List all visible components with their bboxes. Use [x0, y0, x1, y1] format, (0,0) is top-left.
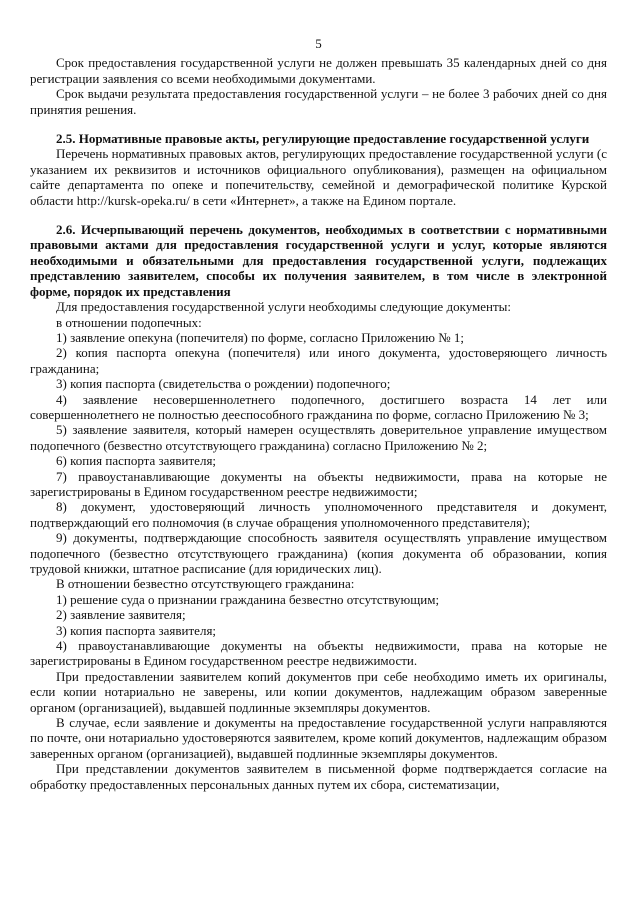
paragraph-mail: В случае, если заявление и документы на предоставление государственной услуги направляются по почте, они нотариально удостоверяются заявителем, кроме копий документов, надлежащим образом заверенных органом (организацией), выдавшей подлинные экземпляры документов.: [30, 715, 607, 761]
paragraph-result-deadline: Срок выдачи результата предоставления государственной услуги – не более 3 рабочих дней со дня принятия решения.: [30, 86, 607, 117]
section-heading-2-5: 2.5. Нормативные правовые акты, регулирующие предоставление государственной услуги: [56, 131, 590, 147]
list-item: 3) копия паспорта заявителя;: [56, 622, 217, 638]
list-item: 6) копия паспорта заявителя;: [56, 453, 217, 469]
list-item: 4) правоустанавливающие документы на объекты недвижимости, права на которые не зарегистрированы в Едином государственном реестре недвижимости.: [30, 638, 607, 669]
paragraph-legal-acts: Перечень нормативных правовых актов, регулирующих предоставление государственной услуги (с указанием их реквизитов и источников официального опубликования), размещен на официальном сайте департамента по опеке и попечительству, семейной и демографической политике Курской области http://kursk-opeka.ru/ в сети «Интернет», а также на Едином портале.: [30, 146, 607, 208]
list-item: 1) заявление опекуна (попечителя) по форме, согласно Приложению № 1;: [56, 329, 464, 345]
list-header-wards: в отношении подопечных:: [56, 314, 202, 330]
list-item: 2) заявление заявителя;: [56, 607, 186, 623]
list-item: 4) заявление несовершеннолетнего подопечного, достигшего возраста 14 лет или совершеннолетнего не полностью дееспособного гражданина по форме, согласно Приложению № 3;: [30, 391, 607, 422]
paragraph-copies: При предоставлении заявителем копий документов при себе необходимо иметь их оригиналы, если копии нотариально не заверены, или копии документов, надлежащим образом заверенные органом (организацией), выдавшей подлинные экземпляры документов.: [30, 668, 607, 715]
page-number: 5: [315, 36, 322, 51]
paragraph-deadline: Срок предоставления государственной услуги не должен превышать 35 календарных дней со дня регистрации заявления со всеми необходимыми документами.: [30, 55, 607, 86]
paragraph-consent: При представлении документов заявителем в письменной форме подтверждается согласие на обработку предоставленных персональных данных путем их сбора, систематизации,: [30, 761, 607, 792]
list-header-absent: В отношении безвестно отсутствующего гражданина:: [56, 576, 355, 592]
list-item: 3) копия паспорта (свидетельства о рождении) подопечного;: [56, 376, 391, 392]
paragraph-intro: Для предоставления государственной услуги необходимы следующие документы:: [56, 299, 512, 315]
list-item: 2) копия паспорта опекуна (попечителя) или иного документа, удостоверяющего личность гражданина;: [30, 345, 607, 376]
list-item: 5) заявление заявителя, который намерен осуществлять доверительное управление имуществом подопечного (безвестно отсутствующего гражданина) согласно Приложению № 2;: [30, 422, 607, 453]
list-item: 9) документы, подтверждающие способность заявителя осуществлять управление имуществом подопечного (безвестно отсутствующего гражданина) (копия документа об образовании, копия трудовой книжки, штатное расписание (для юридических лиц).: [30, 530, 607, 576]
list-item: 1) решение суда о признании гражданина безвестно отсутствующим;: [56, 591, 440, 607]
list-item: 8) документ, удостоверяющий личность уполномоченного представителя и документ, подтверждающий его полномочия (в случае обращения уполномоченного представителя);: [30, 499, 607, 530]
list-item: 7) правоустанавливающие документы на объекты недвижимости, права на которые не зарегистрированы в Едином государственном реестре недвижимости;: [30, 468, 607, 499]
section-heading-2-6: 2.6. Исчерпывающий перечень документов, необходимых в соответствии с нормативными правовыми актами для предоставления государственной услуги и услуг, которые являются необходимыми и обязательными для предоставления государственной услуги, подлежащих представлению заявителем, способы их получения заявителем, в том числе в электронной форме, порядок их представления: [30, 222, 607, 299]
